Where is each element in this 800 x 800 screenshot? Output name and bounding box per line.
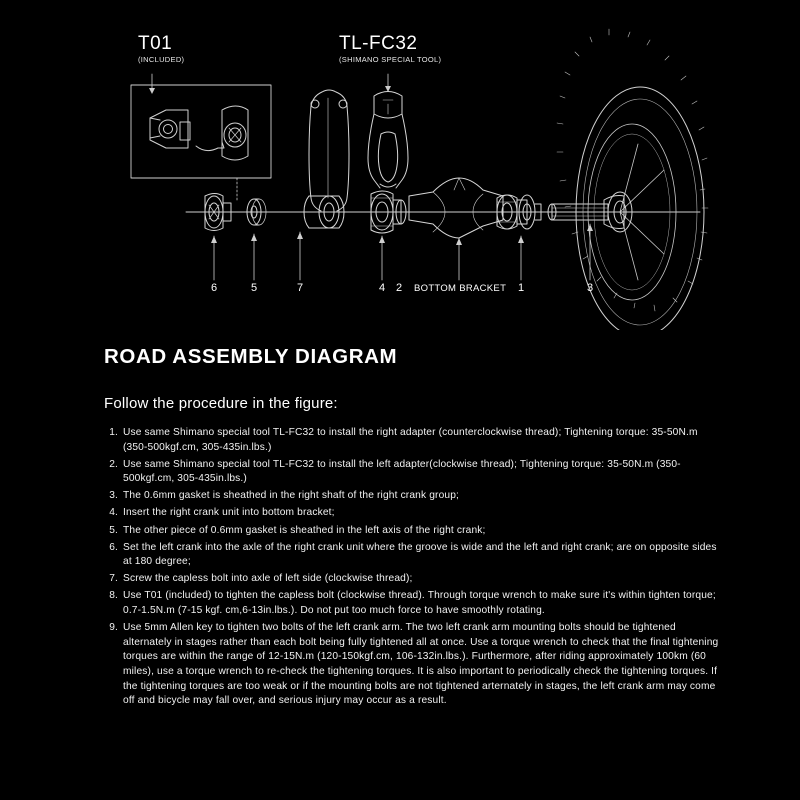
exploded-assembly-diagram <box>0 0 800 330</box>
list-item <box>104 458 724 487</box>
part-7-left-crank-arm <box>304 90 349 228</box>
step-number: 6. <box>109 541 118 553</box>
tool-label-t01 <box>138 34 184 65</box>
step-number: 8. <box>109 590 118 602</box>
step-text: Use 5mm Allen key to tighten two bolts of the left crank arm. The two left crank arm mounting bolts should be tightened alternately in stages rather than each bolt being fully tightened all at once. Use a torque wrench to check that the final tightening torques are within the range of 12-15N.m (120-150kgf.cm, 106-132in.lbs.). Furthermore, after riding approximately 100km (60 miles), use a torque wrench to re-check the tightening torques. It is also important to periodically check the tightening torques. If the tightening torques are too weak or if the mounting bolts are not tightened arternately in stages, the left crank arm may come off and bicycle may fall over, and serious injury may occur as a result. <box>123 622 719 707</box>
instructions-panel <box>104 345 724 711</box>
list-item <box>104 489 724 504</box>
tool-label-tl-fc32 <box>339 34 441 65</box>
subtitle: Follow the procedure in the figure: <box>104 395 338 412</box>
list-item <box>104 524 724 539</box>
tool-sublabel: (INCLUDED) <box>138 55 185 64</box>
list-item <box>104 541 724 570</box>
step-text: Use same Shimano special tool TL-FC32 to install the left adapter(clockwise thread); Tightening torque: 35-50N.m (350-500kgf.cm, 305-435in.lbs.) <box>123 458 681 485</box>
page-title: ROAD ASSEMBLY DIAGRAM <box>104 345 398 368</box>
list-item <box>104 426 724 455</box>
step-text: Insert the right crank unit into bottom bracket; <box>123 507 335 519</box>
procedure-step-list <box>104 426 724 709</box>
step-text: The 0.6mm gasket is sheathed in the right shaft of the right crank group; <box>123 490 459 502</box>
list-item <box>104 506 724 521</box>
list-item <box>104 572 724 587</box>
part-2-bottom-bracket-shell <box>409 178 503 238</box>
part-number-5: 5 <box>250 282 258 294</box>
bottom-bracket-label: BOTTOM BRACKET <box>414 283 507 294</box>
step-number: 9. <box>109 622 118 634</box>
t01-inset-box <box>131 85 271 178</box>
list-item <box>104 589 724 618</box>
step-number: 4. <box>109 507 118 519</box>
part-number-3: 3 <box>586 282 594 294</box>
step-text: Use same Shimano special tool TL-FC32 to install the right adapter (counterclockwise thread); Tightening torque: 35-50N.m (350-500kgf.cm, 305-435in.lbs.) <box>123 427 698 453</box>
part-number-1: 1 <box>517 282 525 294</box>
step-text: The other piece of 0.6mm gasket is sheathed in the left axis of the right crank; <box>123 524 486 536</box>
tool-name: T01 <box>138 33 173 54</box>
part-3-right-crank-chainring <box>548 29 708 330</box>
part-number-6: 6 <box>210 282 218 294</box>
tool-sublabel: (SHIMANO SPECIAL TOOL) <box>339 55 442 64</box>
part-number-7: 7 <box>296 282 304 294</box>
step-number: 2. <box>109 458 118 470</box>
step-number: 5. <box>109 524 118 536</box>
step-number: 3. <box>109 490 118 502</box>
callout-leaders <box>211 224 593 280</box>
step-number: 1. <box>109 427 118 438</box>
step-text: Use T01 (included) to tighten the capless bolt (clockwise thread). Through torque wrench to make sure it's within tighten torque; 0.7-1.5N.m (7-15 kgf. cm,6-13in.lbs.). Do not put too much force to have smoothly rotating. <box>123 590 716 617</box>
part-number-4: 4 <box>378 282 386 294</box>
step-number: 7. <box>109 573 118 585</box>
tool-name: TL-FC32 <box>339 33 418 54</box>
step-text: Set the left crank into the axle of the right crank unit where the groove is wide and the left and right crank; are on opposite sides at 180 degree; <box>123 541 717 568</box>
step-text: Screw the capless bolt into axle of left side (clockwise thread); <box>123 573 413 585</box>
part-4-left-adapter <box>371 191 406 233</box>
list-item <box>104 621 724 709</box>
tl-fc32-tool <box>368 92 408 189</box>
part-number-2: 2 <box>395 282 403 294</box>
